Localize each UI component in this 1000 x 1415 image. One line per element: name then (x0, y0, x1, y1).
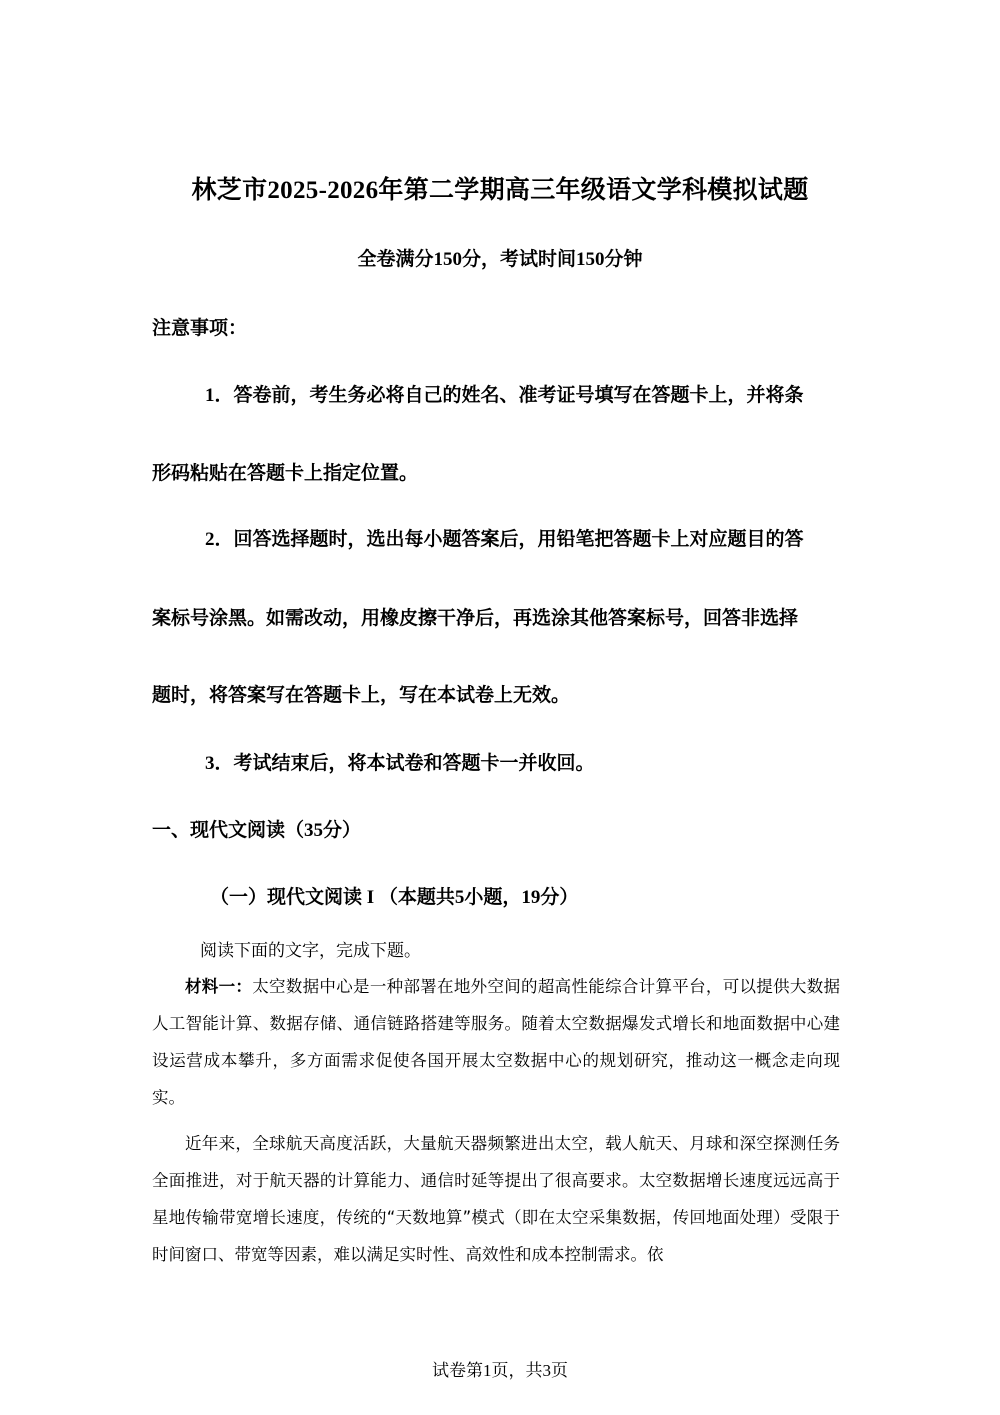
notice-item-1-line-2: 形码粘贴在答题卡上指定位置。 (152, 463, 419, 484)
material-1-label: 材料一： (185, 977, 253, 996)
reading-instruction: 阅读下面的文字，完成下题。 (200, 941, 421, 961)
notice-heading: 注意事项： (152, 318, 248, 339)
notice-item-3: 3．考试结束后，将本试卷和答题卡一并收回。 (205, 753, 595, 774)
paragraph-2: 近年来，全球航天高度活跃，大量航天器频繁进出太空，载人航天、月球和深空探测任务全面推进，对于航天器的计算能力、通信时延等提出了很高要求。太空数据增长速度远远高于星地传输带宽增长速度，传统的“天数地算”模式（即在太空采集数据，传回地面处理）受限于时间窗口、带宽等因素，难以满足实时性、高效性和成本控制需求。依 (152, 1134, 840, 1264)
notice-item-2-line-3: 题时，将答案写在答题卡上，写在本试卷上无效。 (152, 685, 571, 706)
exam-subtitle: 全卷满分150分，考试时间150分钟 (357, 249, 643, 270)
notice-item-1-line-1: 1．答卷前，考生务必将自己的姓名、准考证号填写在答题卡上，并将条 (205, 385, 804, 406)
material-1-text: 太空数据中心是一种部署在地外空间的超高性能综合计算平台，可以提供大数据人工智能计算、数据存储、通信链路搭建等服务。随着太空数据爆发式增长和地面数据中心建设运营成本攀升，多方面需求促使各国开展太空数据中心的规划研究，推动这一概念走向现实。 (152, 977, 841, 1107)
notice-item-2-line-1: 2．回答选择题时，选出每小题答案后，用铅笔把答题卡上对应题目的答 (205, 529, 804, 550)
subsection-heading: （一）现代文阅读 I （本题共5小题，19分） (210, 887, 579, 908)
page-title: 林芝市2025-2026年第二学期高三年级语文学科模拟试题 (191, 177, 809, 204)
section-heading: 一、现代文阅读（35分） (152, 820, 362, 841)
notice-item-2-line-2: 案标号涂黑。如需改动，用橡皮擦干净后，再选涂其他答案标号，回答非选择 (152, 608, 799, 629)
page-footer: 试卷第1页，共3页 (432, 1361, 568, 1380)
material-1-paragraph (152, 968, 840, 1116)
